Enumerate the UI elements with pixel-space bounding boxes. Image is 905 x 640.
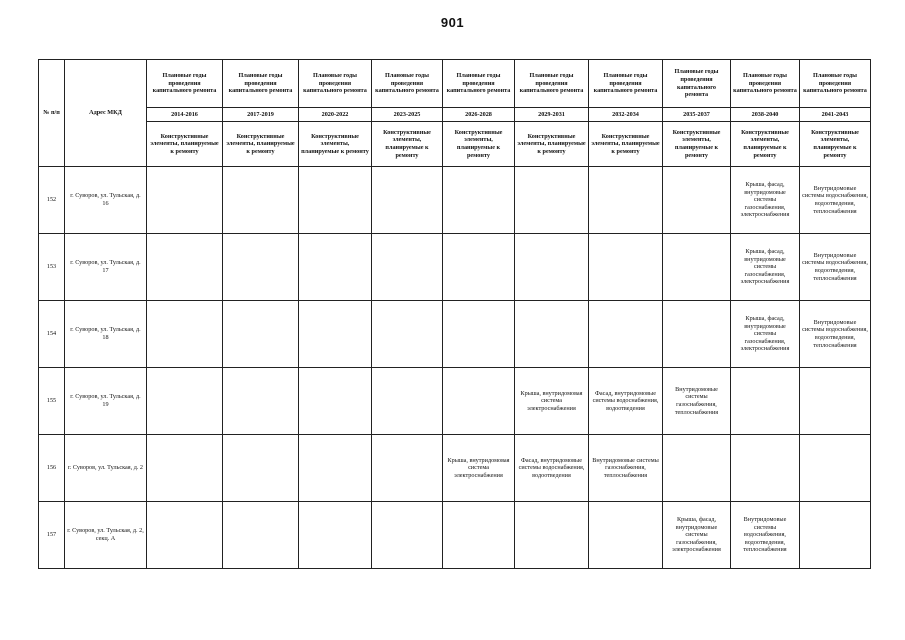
- row-elements-cell: [299, 502, 372, 569]
- table-header: [39, 60, 871, 167]
- row-elements-cell: [372, 167, 443, 234]
- header-period-label: Плановые годы проведения капитального ремонта: [589, 60, 663, 108]
- header-elements-label: Конструктивные элементы, планируемые к ремонту: [223, 122, 299, 167]
- header-period-label: Плановые годы проведения капитального ремонта: [663, 60, 731, 108]
- row-elements-cell: [663, 234, 731, 301]
- row-address: г. Суворов, ул. Тульская, д. 17: [65, 234, 147, 301]
- header-elements-label: Конструктивные элементы, планируемые к ремонту: [372, 122, 443, 167]
- row-number: 156: [39, 435, 65, 502]
- row-elements-cell: [223, 368, 299, 435]
- header-period-range: 2032-2034: [589, 108, 663, 122]
- row-elements-cell: [731, 435, 800, 502]
- header-row-periods: [39, 60, 871, 108]
- row-elements-cell: [663, 301, 731, 368]
- row-elements-cell: [443, 502, 515, 569]
- header-period-label: Плановые годы проведения капитального ремонта: [800, 60, 871, 108]
- row-number: 155: [39, 368, 65, 435]
- row-elements-cell: [663, 435, 731, 502]
- row-address: г. Суворов, ул. Тульская, д. 16: [65, 167, 147, 234]
- row-elements-cell: [372, 234, 443, 301]
- header-period-range: 2017-2019: [223, 108, 299, 122]
- row-elements-cell: [800, 435, 871, 502]
- table-row: [39, 502, 871, 569]
- header-elements-label: Конструктивные элементы, планируемые к ремонту: [443, 122, 515, 167]
- table-row: [39, 301, 871, 368]
- row-elements-cell: Крыша, фасад, внутридомовые системы газоснабжения, электроснабжения: [731, 301, 800, 368]
- row-elements-cell: [589, 502, 663, 569]
- row-elements-cell: Крыша, фасад, внутридомовые системы газоснабжения, электроснабжения: [663, 502, 731, 569]
- row-elements-cell: Внутридомовые системы газоснабжения, теплоснабжения: [589, 435, 663, 502]
- header-period-range: 2023-2025: [372, 108, 443, 122]
- row-elements-cell: [515, 301, 589, 368]
- row-elements-cell: [147, 368, 223, 435]
- header-elements-label: Конструктивные элементы, планируемые к ремонту: [147, 122, 223, 167]
- header-row-elements: [39, 122, 871, 167]
- row-elements-cell: Внутридомовые системы газоснабжения, теплоснабжения: [663, 368, 731, 435]
- table-body: [39, 167, 871, 569]
- table-row: [39, 234, 871, 301]
- row-elements-cell: Крыша, фасад, внутридомовые системы газоснабжения, электроснабжения: [731, 167, 800, 234]
- row-elements-cell: [372, 301, 443, 368]
- row-elements-cell: [223, 435, 299, 502]
- row-number: 152: [39, 167, 65, 234]
- header-period-range: 2029-2031: [515, 108, 589, 122]
- header-period-label: Плановые годы проведения капитального ремонта: [299, 60, 372, 108]
- row-number: 157: [39, 502, 65, 569]
- page-number: 901: [440, 15, 465, 30]
- row-number: 154: [39, 301, 65, 368]
- row-elements-cell: [515, 234, 589, 301]
- row-elements-cell: [299, 301, 372, 368]
- capital-repair-schedule-table: [38, 59, 871, 569]
- row-elements-cell: [800, 502, 871, 569]
- table-row: [39, 435, 871, 502]
- row-elements-cell: Фасад, внутридомовые системы водоснабжения, водоотведения: [515, 435, 589, 502]
- row-elements-cell: Внутридомовые системы водоснабжения, водоотведения, теплоснабжения: [800, 301, 871, 368]
- row-elements-cell: [147, 502, 223, 569]
- header-period-range: 2026-2028: [443, 108, 515, 122]
- header-elements-label: Конструктивные элементы, планируемые к ремонту: [515, 122, 589, 167]
- header-elements-label: Конструктивные элементы, планируемые к ремонту: [800, 122, 871, 167]
- row-elements-cell: Внутридомовые системы водоснабжения, водоотведения, теплоснабжения: [731, 502, 800, 569]
- row-elements-cell: Фасад, внутридомовые системы водоснабжения, водоотведения: [589, 368, 663, 435]
- row-elements-cell: [372, 435, 443, 502]
- row-elements-cell: [299, 167, 372, 234]
- header-elements-label: Конструктивные элементы, планируемые к ремонту: [589, 122, 663, 167]
- header-row-ranges: [39, 108, 871, 122]
- row-elements-cell: [443, 301, 515, 368]
- row-elements-cell: [299, 368, 372, 435]
- row-elements-cell: [515, 167, 589, 234]
- row-elements-cell: [443, 234, 515, 301]
- header-period-range: 2035-2037: [663, 108, 731, 122]
- table-row: [39, 167, 871, 234]
- header-period-label: Плановые годы проведения капитального ремонта: [443, 60, 515, 108]
- header-period-label: Плановые годы проведения капитального ремонта: [515, 60, 589, 108]
- header-period-range: 2014-2016: [147, 108, 223, 122]
- header-period-label: Плановые годы проведения капитального ремонта: [372, 60, 443, 108]
- header-elements-label: Конструктивные элементы, планируемые к ремонту: [299, 122, 372, 167]
- header-elements-label: Конструктивные элементы, планируемые к ремонту: [663, 122, 731, 167]
- row-elements-cell: [223, 167, 299, 234]
- row-elements-cell: [147, 435, 223, 502]
- row-elements-cell: [663, 167, 731, 234]
- header-period-label: Плановые годы проведения капитального ремонта: [147, 60, 223, 108]
- header-period-label: Плановые годы проведения капитального ремонта: [223, 60, 299, 108]
- row-address: г. Суворов, ул. Тульская, д. 19: [65, 368, 147, 435]
- row-elements-cell: [372, 502, 443, 569]
- row-elements-cell: Крыша, внутридомовая система электроснабжения: [443, 435, 515, 502]
- row-elements-cell: Крыша, фасад, внутридомовые системы газоснабжения, электроснабжения: [731, 234, 800, 301]
- row-elements-cell: [589, 167, 663, 234]
- row-elements-cell: [299, 234, 372, 301]
- row-elements-cell: Внутридомовые системы водоснабжения, водоотведения, теплоснабжения: [800, 167, 871, 234]
- row-elements-cell: [223, 502, 299, 569]
- row-elements-cell: [443, 167, 515, 234]
- header-number-column: № п/п: [39, 60, 65, 167]
- row-number: 153: [39, 234, 65, 301]
- row-elements-cell: [589, 234, 663, 301]
- row-elements-cell: [731, 368, 800, 435]
- row-elements-cell: [147, 167, 223, 234]
- row-elements-cell: [147, 301, 223, 368]
- row-address: г. Суворов, ул. Тульская, д. 18: [65, 301, 147, 368]
- row-elements-cell: Крыша, внутридомовая система электроснабжения: [515, 368, 589, 435]
- row-elements-cell: [223, 234, 299, 301]
- header-period-range: 2038-2040: [731, 108, 800, 122]
- header-address-column: Адрес МКД: [65, 60, 147, 167]
- row-elements-cell: [372, 368, 443, 435]
- row-elements-cell: [299, 435, 372, 502]
- header-period-range: 2041-2043: [800, 108, 871, 122]
- header-elements-label: Конструктивные элементы, планируемые к ремонту: [731, 122, 800, 167]
- row-elements-cell: [147, 234, 223, 301]
- row-elements-cell: [589, 301, 663, 368]
- row-elements-cell: [223, 301, 299, 368]
- row-address: г. Суворов, ул. Тульская, д. 2: [65, 435, 147, 502]
- header-period-range: 2020-2022: [299, 108, 372, 122]
- row-elements-cell: Внутридомовые системы водоснабжения, водоотведения, теплоснабжения: [800, 234, 871, 301]
- header-period-label: Плановые годы проведения капитального ремонта: [731, 60, 800, 108]
- row-elements-cell: [443, 368, 515, 435]
- row-elements-cell: [800, 368, 871, 435]
- table-row: [39, 368, 871, 435]
- row-elements-cell: [515, 502, 589, 569]
- row-address: г. Суворов, ул. Тульская, д. 2, секц. А: [65, 502, 147, 569]
